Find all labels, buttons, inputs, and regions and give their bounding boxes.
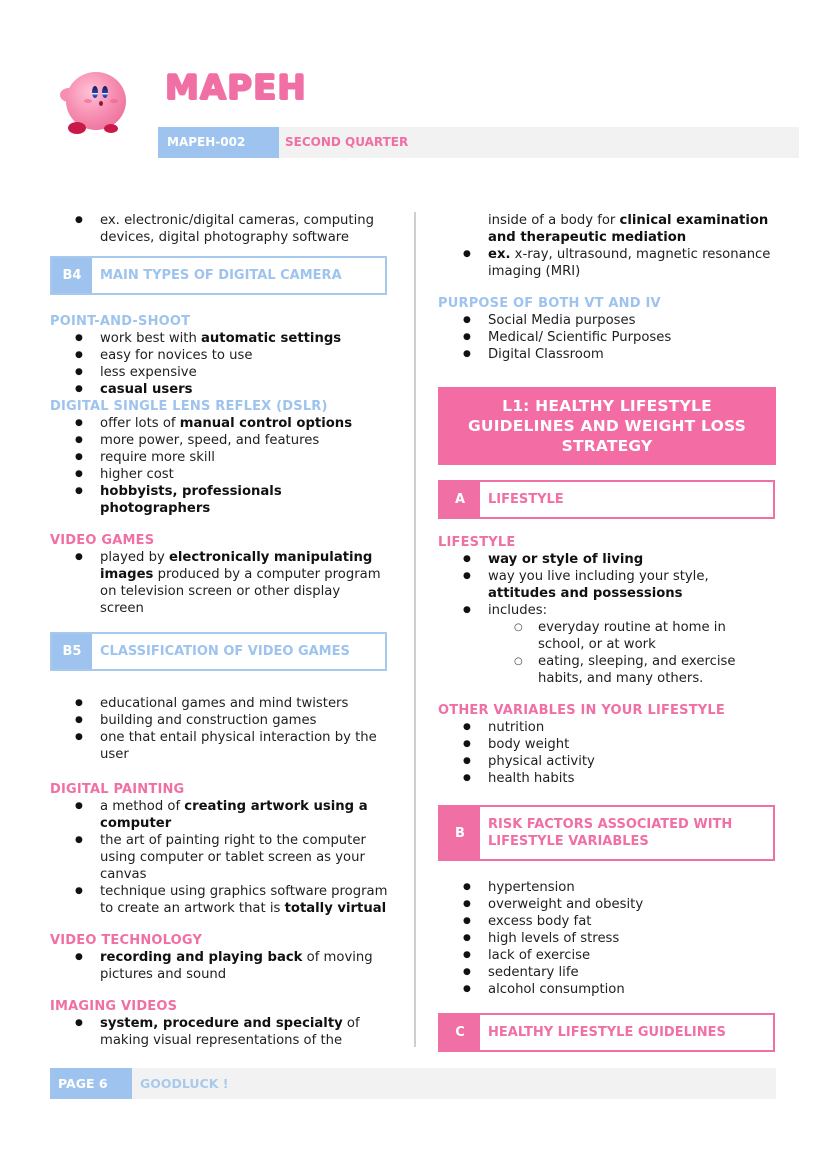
list-item: ● ex. electronic/digital cameras, computing devices, digital photography software <box>50 212 388 246</box>
intro-list <box>50 212 388 246</box>
subsection-title: DIGITAL SINGLE LENS REFLEX (DSLR) <box>50 399 328 414</box>
list-item: ● nutrition <box>438 719 776 736</box>
page-title: MAPEH <box>165 68 307 108</box>
list-item: ● health habits <box>438 770 776 787</box>
point-and-shoot-list <box>50 330 388 398</box>
subsection-title: PURPOSE OF BOTH VT AND IV <box>438 296 661 311</box>
kirby-mascot-icon <box>60 72 130 138</box>
section-title: MAIN TYPES OF DIGITAL CAMERA <box>100 268 342 283</box>
list-item: ● includes: ○ everyday routine at home in school, or at work ○ eating, sleeping, and exercise habits, and many others. <box>438 602 776 687</box>
section-header-b5 <box>50 632 387 671</box>
list-item: ● hypertension <box>438 879 776 896</box>
page-footer <box>50 1068 776 1099</box>
column-divider <box>414 212 416 1047</box>
list-item-continued: inside of a body for clinical examination and therapeutic mediation <box>488 213 769 245</box>
list-item: ● alcohol consumption <box>438 981 776 998</box>
list-item: ● ex. x-ray, ultrasound, magnetic resonance imaging (MRI) <box>438 246 776 280</box>
right-column <box>438 212 776 1052</box>
section-tag: B4 <box>52 258 92 293</box>
section-title: LIFESTYLE <box>488 492 564 507</box>
subject-code: MAPEH-002 <box>158 127 279 158</box>
list-item: ● more power, speed, and features <box>50 432 388 449</box>
list-item: ● offer lots of manual control options <box>50 415 388 432</box>
list-item: ● way you live including your style, attitudes and possessions <box>438 568 776 602</box>
mascot-foot <box>104 124 118 133</box>
lifestyle-list <box>438 551 776 687</box>
footer-message: GOODLUCK ! <box>140 1076 229 1091</box>
list-item: ● Medical/ Scientific Purposes <box>438 329 776 346</box>
imaging-continued-list <box>438 212 776 280</box>
subsection-title: OTHER VARIABLES IN YOUR LIFESTYLE <box>438 703 725 718</box>
other-variables-list <box>438 719 776 787</box>
section-header-c <box>438 1013 775 1052</box>
purpose-list <box>438 312 776 363</box>
mascot-blush <box>110 99 118 103</box>
digital-painting-list <box>50 798 388 917</box>
list-item: ● require more skill <box>50 449 388 466</box>
subsection-title: DIGITAL PAINTING <box>50 782 185 797</box>
mascot-blush <box>84 99 92 103</box>
list-item: ● easy for novices to use <box>50 347 388 364</box>
list-item: ● Social Media purposes <box>438 312 776 329</box>
list-item: ● body weight <box>438 736 776 753</box>
list-item: ● building and construction games <box>50 712 388 729</box>
lesson-title-banner: L1: HEALTHY LIFESTYLE GUIDELINES AND WEIGHT LOSS STRATEGY <box>438 387 776 465</box>
list-item: ● lack of exercise <box>438 947 776 964</box>
quarter-label: SECOND QUARTER <box>285 135 409 149</box>
list-item: ● physical activity <box>438 753 776 770</box>
list-item: ● way or style of living <box>438 551 776 568</box>
video-games-list <box>50 549 388 617</box>
section-tag: B5 <box>52 634 92 669</box>
list-item: ● technique using graphics software program to create an artwork that is totally virtual <box>50 883 388 917</box>
section-tag: C <box>440 1015 480 1050</box>
list-item: ● hobbyists, professionals photographers <box>50 483 388 517</box>
section-header-a <box>438 480 775 519</box>
sub-list-item: ○ everyday routine at home in school, or at work <box>488 619 776 653</box>
page-number: PAGE 6 <box>50 1068 132 1099</box>
section-title: RISK FACTORS ASSOCIATED WITH LIFESTYLE VARIABLES <box>488 817 733 849</box>
section-title: HEALTHY LIFESTYLE GUIDELINES <box>488 1025 726 1040</box>
subsection-title: VIDEO GAMES <box>50 533 155 548</box>
list-item: ● the art of painting right to the computer using computer or tablet screen as your canvas <box>50 832 388 883</box>
list-item: ● overweight and obesity <box>438 896 776 913</box>
section-title: CLASSIFICATION OF VIDEO GAMES <box>100 644 350 659</box>
risk-factors-list <box>438 879 776 998</box>
list-item: ● less expensive <box>50 364 388 381</box>
list-item: ● one that entail physical interaction by the user <box>50 729 388 763</box>
subsection-title: VIDEO TECHNOLOGY <box>50 933 203 948</box>
list-item: ● high levels of stress <box>438 930 776 947</box>
mascot-foot <box>68 122 86 134</box>
dslr-list <box>50 415 388 517</box>
subject-bar <box>158 127 799 158</box>
list-item: ● system, procedure and specialty of making visual representations of the <box>50 1015 388 1049</box>
list-item: ● played by electronically manipulating images produced by a computer program on television screen or other display screen <box>50 549 388 617</box>
section-tag: A <box>440 482 480 517</box>
lifestyle-sub-list <box>488 619 776 687</box>
list-item: ● Digital Classroom <box>438 346 776 363</box>
list-item: ● work best with automatic settings <box>50 330 388 347</box>
section-header-b <box>438 805 775 861</box>
list-item: ● educational games and mind twisters <box>50 695 388 712</box>
section-header-b4 <box>50 256 387 295</box>
list-item: ● recording and playing back of moving pictures and sound <box>50 949 388 983</box>
mascot-mouth <box>99 101 103 106</box>
subsection-title: LIFESTYLE <box>438 535 516 550</box>
list-item: ● excess body fat <box>438 913 776 930</box>
subsection-title: IMAGING VIDEOS <box>50 999 178 1014</box>
left-column <box>50 212 388 1049</box>
section-tag: B <box>440 807 480 859</box>
list-item: ● sedentary life <box>438 964 776 981</box>
list-item: ● higher cost <box>50 466 388 483</box>
mascot-eye <box>92 86 98 98</box>
sub-list-item: ○ eating, sleeping, and exercise habits, and many others. <box>488 653 776 687</box>
imaging-videos-list <box>50 1015 388 1049</box>
list-item: ● a method of creating artwork using a computer <box>50 798 388 832</box>
video-game-classification-list <box>50 695 388 763</box>
mascot-eye <box>102 86 108 98</box>
subsection-title: POINT-AND-SHOOT <box>50 314 191 329</box>
list-item: ● casual users <box>50 381 388 398</box>
video-technology-list <box>50 949 388 983</box>
